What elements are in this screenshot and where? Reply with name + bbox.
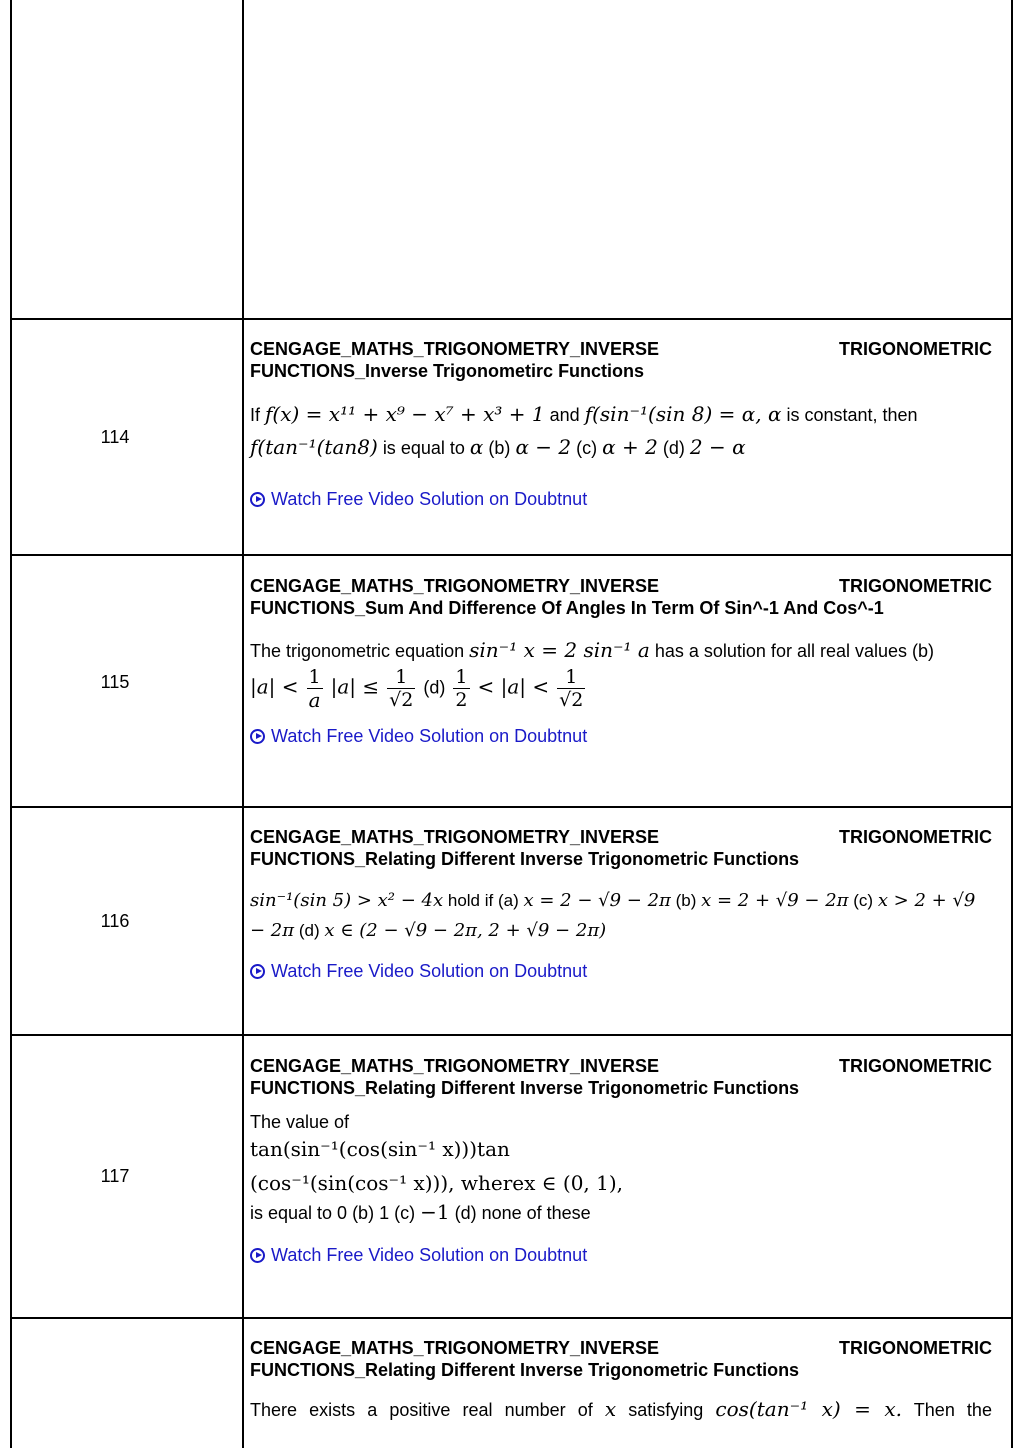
text: satisfying — [628, 1400, 704, 1420]
question-text — [250, 1111, 992, 1224]
link-label: Watch Free Video Solution on Doubtnut — [271, 489, 588, 509]
math: f(sin⁻¹(sin 8) = α, α — [584, 402, 782, 426]
category-right: TRIGONOMETRIC — [839, 827, 992, 847]
math: α − 2 — [515, 435, 572, 459]
math: < |a| < — [477, 674, 550, 699]
category-line2: FUNCTIONS_Relating Different Inverse Trigonometric Functions — [250, 1360, 800, 1380]
category-line2: FUNCTIONS_Inverse Trigonometirc Functions — [250, 361, 645, 381]
question-category — [250, 826, 992, 870]
row-divider — [12, 1317, 1011, 1319]
question-category — [250, 575, 992, 619]
row-divider — [12, 806, 1011, 808]
text: There exists a positive real number of — [250, 1400, 593, 1420]
text: is equal to — [382, 438, 465, 458]
row-divider — [12, 318, 1011, 320]
text: (b) — [675, 891, 697, 910]
math: x > 2 + √9 − 2π — [250, 890, 976, 941]
category-right: TRIGONOMETRIC — [839, 339, 992, 359]
fraction — [557, 666, 585, 711]
column-divider — [242, 0, 244, 1448]
fraction — [387, 666, 415, 711]
text: (d) — [662, 438, 685, 458]
math: −1 — [420, 1200, 450, 1224]
watch-video-link[interactable] — [250, 960, 992, 982]
category-line2: FUNCTIONS_Sum And Difference Of Angles In Term Of Sin^-1 And Cos^-1 — [250, 598, 884, 618]
question-cell — [250, 1337, 992, 1426]
row-divider — [12, 1034, 1011, 1036]
text: is equal to 0 (b) 1 (c) — [250, 1203, 416, 1223]
play-circle-icon — [250, 964, 265, 979]
text: has a solution for all real values (b) — [654, 641, 934, 661]
text: If — [250, 405, 261, 425]
category-right: TRIGONOMETRIC — [839, 1338, 992, 1358]
math: x ∈ (2 − √9 − 2π, 2 + √9 − 2π) — [324, 920, 607, 941]
row-divider — [12, 554, 1011, 556]
category-line2: FUNCTIONS_Relating Different Inverse Trigonometric Functions — [250, 849, 800, 869]
numerator: 1 — [455, 666, 468, 688]
question-cell — [250, 338, 992, 510]
play-circle-icon — [250, 492, 265, 507]
question-cell — [250, 575, 992, 747]
play-circle-icon — [250, 729, 265, 744]
text: (d) none of these — [454, 1203, 591, 1223]
math: (cos⁻¹(sin(cos⁻¹ x))), wherex ∈ (0, 1), — [250, 1171, 624, 1195]
math: tan(sin⁻¹(cos(sin⁻¹ x)))tan — [250, 1137, 510, 1161]
category-left: CENGAGE_MATHS_TRIGONOMETRY_INVERSE — [250, 1056, 660, 1076]
math: sin⁻¹(sin 5) > x² − 4x — [250, 890, 444, 911]
math: sin⁻¹ x = 2 sin⁻¹ a — [469, 638, 650, 662]
question-number: 117 — [100, 1166, 130, 1186]
question-text — [250, 635, 992, 711]
question-category — [250, 1337, 992, 1381]
text: (c) — [576, 438, 598, 458]
link-label: Watch Free Video Solution on Doubtnut — [271, 726, 588, 746]
math: x — [604, 1397, 617, 1421]
math: 2 − α — [689, 435, 746, 459]
math: cos(tan⁻¹ x) = x. — [715, 1397, 903, 1421]
math: f(tan⁻¹(tan8) — [250, 435, 378, 459]
category-left: CENGAGE_MATHS_TRIGONOMETRY_INVERSE — [250, 827, 660, 847]
category-left: CENGAGE_MATHS_TRIGONOMETRY_INVERSE — [250, 339, 660, 359]
question-text — [250, 886, 992, 946]
watch-video-link[interactable] — [250, 1244, 992, 1266]
question-cell — [250, 1055, 992, 1266]
text: The trigonometric equation — [250, 641, 465, 661]
category-left: CENGAGE_MATHS_TRIGONOMETRY_INVERSE — [250, 1338, 660, 1358]
question-number: 114 — [100, 427, 130, 447]
text: (d) — [298, 921, 320, 940]
question-category — [250, 338, 992, 382]
math: x = 2 − √9 − 2π — [523, 890, 671, 911]
question-number: 116 — [100, 911, 130, 931]
category-right: TRIGONOMETRIC — [839, 576, 992, 596]
numerator: 1 — [557, 666, 585, 689]
watch-video-link[interactable] — [250, 488, 992, 510]
category-right: TRIGONOMETRIC — [839, 1056, 992, 1076]
fraction — [453, 666, 469, 711]
denominator: √2 — [389, 689, 414, 711]
link-label: Watch Free Video Solution on Doubtnut — [271, 1245, 588, 1265]
question-text — [250, 398, 992, 464]
denominator: 2 — [455, 689, 468, 711]
math: f(x) = x¹¹ + x⁹ − x⁷ + x³ + 1 — [265, 402, 545, 426]
text: (b) — [488, 438, 511, 458]
math: α — [469, 435, 484, 459]
denominator: a — [308, 688, 321, 712]
link-label: Watch Free Video Solution on Doubtnut — [271, 961, 588, 981]
question-cell — [250, 826, 992, 982]
math: α + 2 — [602, 435, 658, 459]
question-category — [250, 1055, 992, 1099]
math: |a| < — [250, 674, 299, 699]
numerator: 1 — [308, 666, 321, 688]
text: (d) — [423, 677, 446, 698]
numerator: 1 — [387, 666, 415, 689]
text: The value of — [250, 1112, 350, 1132]
text: Then the — [913, 1400, 992, 1420]
question-number: 115 — [100, 672, 130, 692]
text: hold if (a) — [447, 891, 519, 910]
fraction — [307, 666, 323, 711]
text: is constant, then — [786, 405, 918, 425]
question-text — [250, 1393, 992, 1426]
play-circle-icon — [250, 1248, 265, 1263]
denominator: √2 — [559, 689, 584, 711]
category-left: CENGAGE_MATHS_TRIGONOMETRY_INVERSE — [250, 576, 660, 596]
math: x = 2 + √9 − 2π — [701, 890, 849, 911]
math: |a| ≤ — [330, 674, 380, 699]
text: and — [549, 405, 580, 425]
category-line2: FUNCTIONS_Relating Different Inverse Trigonometric Functions — [250, 1078, 800, 1098]
watch-video-link[interactable] — [250, 725, 992, 747]
text: (c) — [853, 891, 874, 910]
